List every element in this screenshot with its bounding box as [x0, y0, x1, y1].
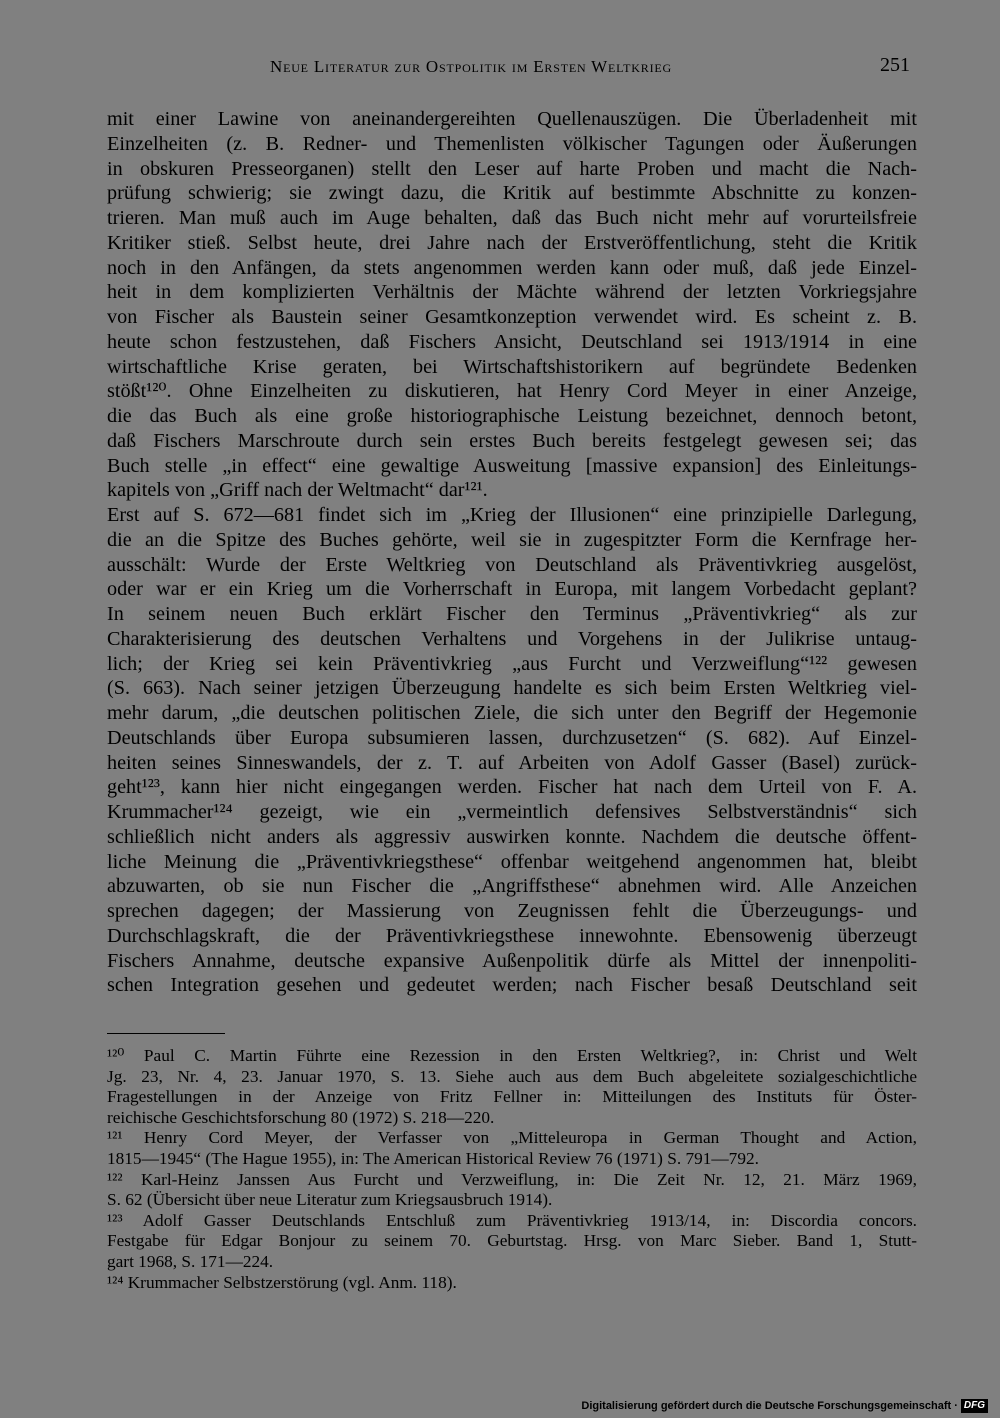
footnote-line: ¹²³ Adolf Gasser Deutschlands Entschluß zum Präventivkrieg 1913/14, in: Discordia concors. — [107, 1210, 917, 1230]
text-line: noch in den Anfängen, da stets angenommen werden kann oder muß, daß jede Einzel- — [107, 256, 917, 279]
text-line: geht¹²³, kann hier nicht eingegangen werden. Fischer hat nach dem Urteil von F. A. — [107, 776, 917, 799]
text-line: die an die Spitze des Buches gehörte, weil sie in zugespitzter Form die Kernfrage her- — [107, 528, 917, 551]
text-line: schen Integration gesehen und gedeutet werden; nach Fischer besaß Deutschland seit — [107, 974, 917, 997]
text-line: Kritiker stieß. Selbst heute, drei Jahre nach der Erstveröffentlichung, steht die Kritik — [107, 231, 917, 254]
text-line: Buch stelle „in effect“ eine gewaltige Ausweitung [massive expansion] des Einleitungs- — [107, 454, 917, 477]
footnote-line: Fragestellungen in der Anzeige von Fritz Fellner in: Mitteilungen des Instituts für Öster- — [107, 1087, 917, 1107]
text-line: wirtschaftliche Krise geraten, bei Wirtschaftshistorikern auf begründete Bedenken — [107, 355, 917, 378]
text-line: kapitels von „Griff nach der Weltmacht“ dar¹²¹. — [107, 479, 488, 502]
text-line: Charakterisierung des deutschen Verhaltens und Vorgehens in der Julikrise untaug- — [107, 627, 917, 650]
text-line: oder war er ein Krieg um die Vorherrschaft in Europa, mit langem Vorbedacht geplant? — [107, 578, 917, 601]
text-line: heit in dem komplizierten Verhältnis der Mächte während der letzten Vorkriegsjahre — [107, 281, 917, 304]
text-line: mit einer Lawine von aneinandergereihten Quellenauszügen. Die Überladenheit mit — [107, 108, 917, 130]
text-line: sprechen dagegen; der Massierung von Zeugnissen fehlt die Überzeugungs- und — [107, 900, 917, 922]
footnote-line: 1815—1945“ (The Hague 1955), in: The American Historical Review 76 (1971) S. 791—792. — [107, 1148, 759, 1168]
text-line: in obskuren Presseorganen) stellt den Leser auf harte Proben und macht die Nach- — [107, 157, 917, 180]
main-text — [107, 107, 917, 998]
text-line: Einzelheiten (z. B. Redner- und Themenlisten völkischer Tagungen oder Äußerungen — [107, 132, 917, 155]
text-line: prüfung schwierig; sie zwingt dazu, die Kritik auf bestimmte Abschnitte zu konzen- — [107, 182, 917, 205]
text-line: schließlich nicht anders als aggressiv auswirken konnte. Nachdem die deutsche öffent- — [107, 825, 917, 848]
text-line: heute schon festzustehen, daß Fischers Ansicht, Deutschland sei 1913/1914 in eine — [107, 330, 917, 353]
footnote-line: ¹²⁴ Krummacher Selbstzerstörung (vgl. Anm. 118). — [107, 1272, 457, 1292]
text-line: (S. 663). Nach seiner jetzigen Überzeugung handelte es sich beim Ersten Weltkrieg viel- — [107, 677, 917, 700]
footnote-divider — [107, 1033, 225, 1034]
text-line: die das Buch als eine große historiographische Leistung bezeichnet, dennoch betont, — [107, 405, 917, 427]
text-line: mehr darum, „die deutschen politischen Ziele, die sich unter den Begriff der Hegemonie — [107, 702, 917, 724]
text-line: trieren. Man muß auch im Auge behalten, daß das Buch nicht mehr auf vorurteilsfreie — [107, 207, 917, 229]
footnote-line: ¹²¹ Henry Cord Meyer, der Verfasser von „Mitteleuropa in German Thought and Action, — [107, 1128, 917, 1148]
credit-text: Digitalisierung gefördert durch die Deutsche Forschungsgemeinschaft · — [581, 1400, 958, 1412]
text-line: Durchschlagskraft, die der Präventivkriegsthese innewohnte. Ebensowenig überzeugt — [107, 924, 917, 947]
text-line: liche Meinung die „Präventivkriegsthese“ offenbar weitgehend angenommen hat, bleibt — [107, 850, 917, 873]
footnote-line: ¹²⁰ Paul C. Martin Führte eine Rezession in den Ersten Weltkrieg?, in: Christ und Welt — [107, 1046, 917, 1065]
text-line: abzuwarten, ob sie nun Fischer die „Angriffsthese“ abnehmen wird. Alle Anzeichen — [107, 875, 917, 898]
running-title: Neue Literatur zur Ostpolitik im Ersten Weltkrieg — [270, 57, 672, 76]
page-number: 251 — [880, 54, 910, 76]
text-line: heiten seines Sinneswandels, der z. T. auf Arbeiten von Adolf Gasser (Basel) zurück- — [107, 751, 917, 774]
text-line: Deutschlands über Europa subsumieren lassen, durchzusetzen“ (S. 682). Auf Einzel- — [107, 726, 917, 749]
text-line: In seinem neuen Buch erklärt Fischer den Terminus „Präventivkrieg“ als zur — [107, 603, 917, 625]
text-line: lich; der Krieg sei kein Präventivkrieg „aus Furcht und Verzweiflung“¹²² gewesen — [107, 652, 917, 675]
digitization-credit — [581, 1398, 988, 1414]
text-line: Krummacher¹²⁴ gezeigt, wie ein „vermeintlich defensives Selbstverständnis“ sich — [107, 801, 917, 823]
dfg-logo: DFG — [961, 1399, 988, 1413]
footnote-line: Jg. 23, Nr. 4, 23. Januar 1970, S. 13. Siehe auch aus dem Buch abgeleitete sozialgeschichtliche — [107, 1066, 917, 1086]
footnote-line: Festgabe für Edgar Bonjour zu seinem 70. Geburtstag. Hrsg. von Marc Sieber. Band 1, Stutt- — [107, 1231, 917, 1251]
text-line: daß Fischers Marschroute durch sein erstes Buch bereits festgelegt gewesen sei; das — [107, 429, 917, 452]
text-line: Erst auf S. 672—681 findet sich im „Krieg der Illusionen“ eine prinzipielle Darlegung, — [107, 504, 917, 526]
text-line: von Fischer als Baustein seiner Gesamtkonzeption verwendet wird. Es scheint z. B. — [107, 306, 917, 328]
footnote-line: reichische Geschichtsforschung 80 (1972) S. 218—220. — [107, 1107, 495, 1127]
footnote-line: ¹²² Karl-Heinz Janssen Aus Furcht und Verzweiflung, in: Die Zeit Nr. 12, 21. März 1969, — [107, 1169, 917, 1189]
running-head — [270, 54, 910, 80]
text-line: stößt¹²⁰. Ohne Einzelheiten zu diskutieren, hat Henry Cord Meyer in einer Anzeige, — [107, 380, 917, 403]
footnotes — [107, 1046, 917, 1293]
footnote-line: S. 62 (Übersicht über neue Literatur zum Kriegsausbruch 1914). — [107, 1190, 553, 1210]
text-line: Fischers Annahme, deutsche expansive Außenpolitik dürfe als Mittel der innenpoliti- — [107, 949, 917, 972]
text-line: ausschält: Wurde der Erste Weltkrieg von Deutschland als Präventivkrieg ausgelöst, — [107, 553, 917, 576]
footnote-line: gart 1968, S. 171—224. — [107, 1251, 274, 1271]
